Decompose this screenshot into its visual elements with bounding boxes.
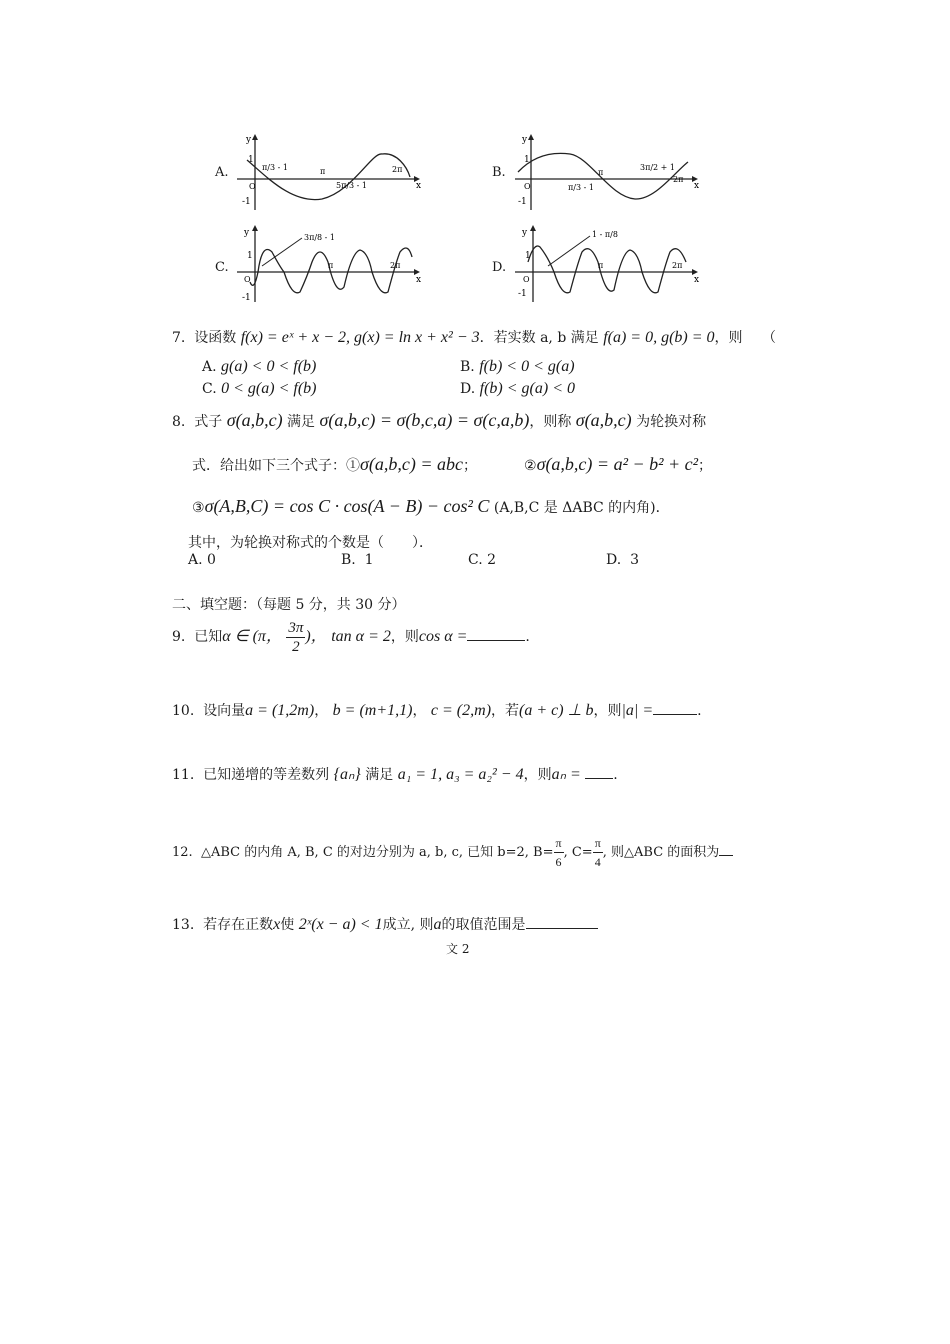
svg-text:O: O: [249, 182, 256, 191]
svg-text:x: x: [416, 181, 422, 191]
curve: [247, 154, 410, 200]
graph-d: [510, 222, 700, 304]
graph-c: [232, 222, 422, 304]
svg-text:-1: -1: [242, 293, 251, 303]
q8-ask: 其中，为轮换对称式的个数是（ ）．: [188, 535, 433, 551]
answer-blank: [585, 778, 613, 779]
q7-option-c: C. 0 < g(a) < f(b): [202, 380, 317, 397]
svg-text:O: O: [523, 275, 530, 284]
svg-text:3π/2 + 1: 3π/2 + 1: [640, 163, 676, 172]
svg-text:y: y: [522, 228, 528, 238]
svg-text:1 - π/8: 1 - π/8: [592, 230, 618, 239]
svg-text:π: π: [598, 261, 604, 270]
curve: [250, 248, 412, 293]
svg-text:x: x: [694, 275, 700, 285]
q13: 13. 若存在正数x使 2ˣ(x − a) < 1成立, 则a的取值范围是: [172, 914, 598, 934]
svg-text:π/3 - 1: π/3 - 1: [568, 183, 594, 192]
q8-line2: 式．给出如下三个式子：①σ(a,b,c) = abc；: [192, 454, 477, 474]
svg-text:-1: -1: [518, 197, 527, 207]
svg-text:1: 1: [524, 155, 530, 165]
q7-stem: 7. 设函数 f(x) = eˣ + x − 2, g(x) = ln x + x² − 3．若实数 a, b 满足 f(a) = 0, g(b) = 0，则: [172, 329, 743, 346]
svg-text:π: π: [320, 167, 326, 176]
q12: 12. △ABC 的内角 A, B, C 的对边分别为 a, b, c, 已知 b=2, B= $\frac{\pi}{6}$ , C= $\frac{\pi}{4}$ , 则△ABC 的面积为: [172, 834, 733, 871]
svg-text:1: 1: [248, 155, 254, 165]
section-heading: 二、填空题：（每题 5 分，共 30 分）: [172, 597, 406, 613]
answer-blank: [467, 640, 525, 641]
svg-text:x: x: [694, 181, 700, 191]
q8-line1: 8. 式子 σ(a,b,c) 满足 σ(a,b,c) = σ(b,c,a) = σ(c,a,b)，则称 σ(a,b,c) 为轮换对称: [172, 410, 707, 430]
answer-blank: [653, 714, 697, 715]
q7-option-a: A. g(a) < 0 < f(b): [202, 358, 317, 375]
graph-b-label: B.: [492, 165, 506, 180]
q7-option-d: D. f(b) < g(a) < 0: [460, 380, 575, 397]
answer-blank: [526, 928, 598, 929]
svg-text:π: π: [598, 168, 604, 177]
q8-option-a: A. 0: [188, 552, 216, 568]
q8-option-c: C. 2: [468, 552, 497, 568]
q8-option-b: B. 1: [341, 552, 374, 568]
q8-line2-item2: ②σ(a,b,c) = a² − b² + c²；: [524, 454, 713, 474]
svg-text:3π/8 - 1: 3π/8 - 1: [304, 233, 336, 242]
svg-text:O: O: [524, 182, 531, 191]
svg-text:2π: 2π: [673, 175, 684, 184]
svg-text:x: x: [416, 275, 422, 285]
svg-text:1: 1: [525, 251, 531, 261]
graph-c-label: C.: [215, 260, 229, 275]
svg-text:-1: -1: [518, 289, 527, 299]
graph-b: [510, 132, 700, 212]
svg-text:1: 1: [247, 251, 253, 261]
q7-paren: （: [762, 330, 776, 346]
graph-a-label: A.: [215, 165, 229, 180]
svg-text:O: O: [244, 275, 251, 284]
q10: 10. 设向量a = (1,2m)， b = (m+1,1)， c = (2,m)，若(a + c) ⊥ b，则|a| = .: [172, 702, 702, 719]
svg-text:-1: -1: [242, 197, 251, 207]
svg-text:y: y: [246, 135, 252, 145]
q7-option-b: B. f(b) < 0 < g(a): [460, 358, 575, 375]
q8-option-d: D. 3: [606, 552, 640, 568]
svg-text:2π: 2π: [672, 261, 683, 270]
q9: 9. 已知α ∈ (π， $\frac{3\pi}{2}$ )， tan α = 2，则cos α = .: [172, 619, 530, 655]
q11: 11. 已知递增的等差数列 {aₙ} 满足 a₁ = 1, a₃ = a₂² − 4，则aₙ = .: [172, 766, 618, 783]
graph-a: [232, 132, 422, 212]
svg-text:π: π: [328, 261, 334, 270]
svg-text:y: y: [244, 228, 250, 238]
q8-line3: ③σ(A,B,C) = cos C · cos(A − B) − cos² C (A,B,C 是 ΔABC 的内角)．: [192, 496, 670, 516]
svg-text:y: y: [522, 135, 528, 145]
svg-text:5π/3 - 1: 5π/3 - 1: [336, 181, 368, 190]
fraction: $\frac{3\pi}{2}$: [288, 619, 304, 655]
svg-text:2π: 2π: [390, 261, 401, 270]
svg-text:π/3 - 1: π/3 - 1: [262, 163, 288, 172]
graph-d-label: D.: [492, 260, 507, 275]
svg-text:2π: 2π: [392, 165, 403, 174]
answer-blank: [719, 855, 733, 856]
curve: [528, 246, 686, 293]
page-footer: 文 2: [446, 942, 470, 956]
